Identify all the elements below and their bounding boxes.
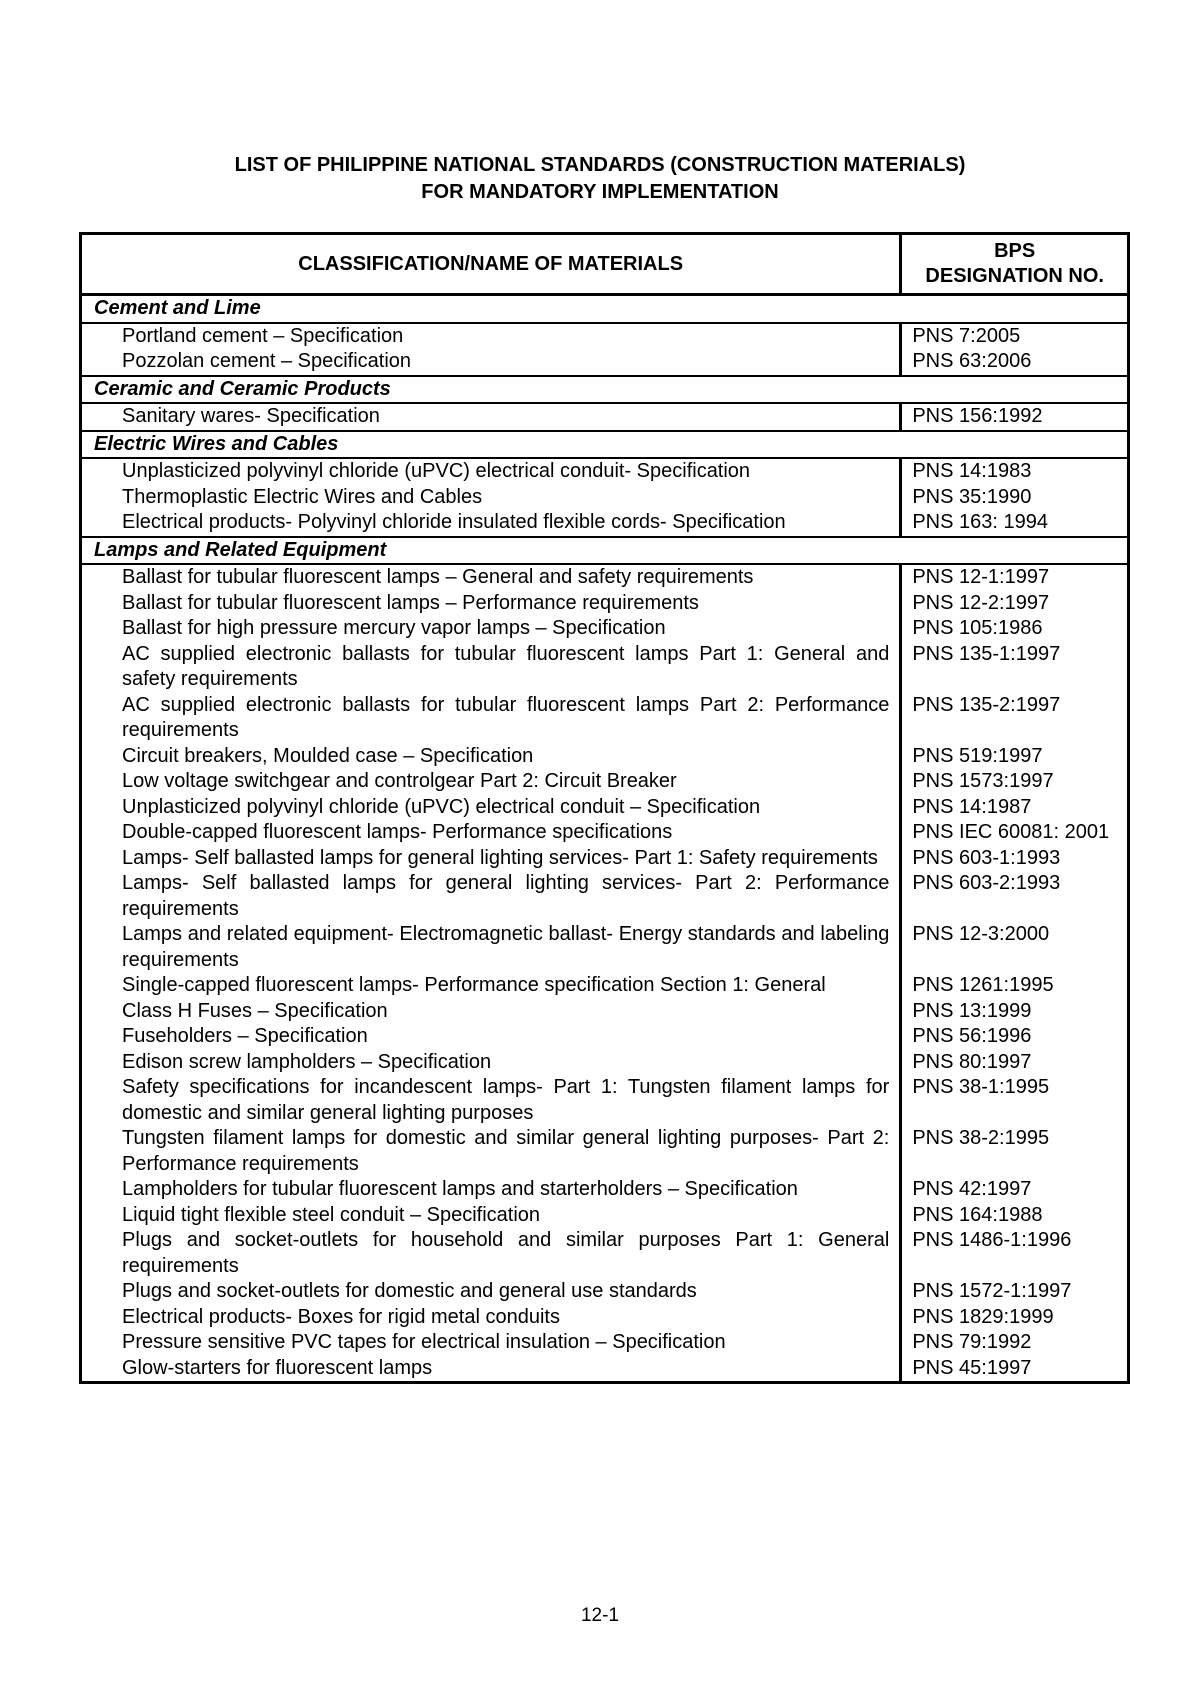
category-row (81, 295, 1129, 323)
designation-number: PNS 38-1:1995 (912, 1076, 1050, 1098)
category-heading: Lamps and Related Equipment (81, 537, 1129, 565)
table-row (81, 1330, 1129, 1356)
category-heading: Cement and Lime (81, 295, 1129, 323)
table-row (81, 769, 1129, 795)
header-designation-line-2: DESIGNATION NO. (925, 265, 1104, 287)
category-heading: Ceramic and Ceramic Products (81, 376, 1129, 404)
page-number: 12-1 (580, 1605, 620, 1626)
designation-number: PNS 135-1:1997 (912, 642, 1061, 665)
standards-table (79, 232, 1130, 1384)
designation-number: PNS 56:1996 (912, 1025, 1032, 1047)
material-name: AC supplied electronic ballasts for tubular fluorescent lamps Part 1: General and safety requirements (81, 642, 901, 693)
title-line-2: FOR MANDATORY IMPLEMENTATION (421, 181, 779, 203)
header-designation-line-1: BPS (994, 240, 1036, 262)
document-title (0, 152, 1200, 206)
category-row (81, 537, 1129, 565)
table-row (81, 999, 1129, 1025)
designation-number: PNS 14:1983 (912, 460, 1032, 482)
table-row (81, 820, 1129, 846)
designation-number: PNS 14:1987 (912, 795, 1032, 818)
table-row (81, 458, 1129, 485)
header-classification: CLASSIFICATION/NAME OF MATERIALS (81, 234, 901, 295)
designation-number: PNS IEC 60081: 2001 (912, 821, 1110, 843)
designation-number: PNS 164:1988 (912, 1203, 1043, 1226)
designation-number: PNS 1572-1:1997 (912, 1280, 1072, 1302)
designation-number: PNS 13:1999 (912, 999, 1032, 1022)
table-row (81, 323, 1129, 350)
table-row (81, 693, 1129, 744)
designation-number: PNS 12-2:1997 (912, 591, 1050, 614)
material-name: Ballast for tubular fluorescent lamps – General and safety requirements (81, 564, 901, 591)
designation-number: PNS 1486-1:1996 (912, 1229, 1072, 1251)
category-row (81, 431, 1129, 459)
table-row (81, 795, 1129, 821)
material-name: Unplasticized polyvinyl chloride (uPVC) electrical conduit – Specification (81, 795, 901, 821)
designation-number: PNS 7:2005 (912, 324, 1021, 347)
designation-number: PNS 1573:1997 (912, 770, 1054, 792)
material-name: Sanitary wares- Specification (81, 403, 901, 431)
table-row (81, 1050, 1129, 1076)
material-name: Tungsten filament lamps for domestic and similar general lighting purposes- Part 2: Performance requirements (81, 1126, 901, 1177)
material-name: Liquid tight flexible steel conduit – Specification (81, 1203, 901, 1229)
table-row (81, 1126, 1129, 1177)
material-name: Portland cement – Specification (81, 323, 901, 350)
designation-number: PNS 42:1997 (912, 1178, 1032, 1200)
table-row (81, 973, 1129, 999)
designation-number: PNS 156:1992 (901, 403, 1129, 431)
table-row (81, 1177, 1129, 1203)
designation-number: PNS 519:1997 (912, 744, 1043, 767)
designation-number: PNS 105:1986 (912, 617, 1043, 639)
designation-number: PNS 35:1990 (912, 485, 1032, 508)
table-row (81, 1075, 1129, 1126)
table-row (81, 1024, 1129, 1050)
designation-number: PNS 12-3:2000 (912, 923, 1050, 945)
designation-number: PNS 45:1997 (901, 1356, 1129, 1383)
designation-number: PNS 135-2:1997 (912, 693, 1061, 716)
material-name: Edison screw lampholders – Specification (81, 1050, 901, 1076)
designation-number: PNS 1829:1999 (912, 1305, 1054, 1328)
designation-number: PNS 63:2006 (901, 349, 1129, 376)
material-name: Lampholders for tubular fluorescent lamps and starterholders – Specification (81, 1177, 901, 1203)
material-name: Lamps- Self ballasted lamps for general lighting services- Part 2: Performance requirements (81, 871, 901, 922)
table-body (81, 295, 1129, 1383)
designation-number: PNS 163: 1994 (901, 510, 1129, 537)
material-name: Ballast for tubular fluorescent lamps – Performance requirements (81, 591, 901, 617)
table-row (81, 1203, 1129, 1229)
material-name: Double-capped fluorescent lamps- Performance specifications (81, 820, 901, 846)
table-row (81, 616, 1129, 642)
material-name: Lamps- Self ballasted lamps for general lighting services- Part 1: Safety requirements (81, 846, 901, 872)
table-row (81, 564, 1129, 591)
table-row (81, 591, 1129, 617)
material-name: Circuit breakers, Moulded case – Specification (81, 744, 901, 770)
material-name: Lamps and related equipment- Electromagnetic ballast- Energy standards and labeling requirements (81, 922, 901, 973)
material-name: Low voltage switchgear and controlgear Part 2: Circuit Breaker (81, 769, 901, 795)
category-heading: Electric Wires and Cables (81, 431, 1129, 459)
header-designation (901, 234, 1129, 295)
category-row (81, 376, 1129, 404)
material-name: Fuseholders – Specification (81, 1024, 901, 1050)
designation-number: PNS 1261:1995 (912, 974, 1054, 996)
title-line-1: LIST OF PHILIPPINE NATIONAL STANDARDS (CONSTRUCTION MATERIALS) (234, 154, 966, 176)
material-name: Pressure sensitive PVC tapes for electrical insulation – Specification (81, 1330, 901, 1356)
table-row (81, 1228, 1129, 1279)
table-row (81, 642, 1129, 693)
table-row (81, 510, 1129, 537)
material-name: Plugs and socket-outlets for domestic and general use standards (81, 1279, 901, 1305)
table-row (81, 1356, 1129, 1383)
material-name: Unplasticized polyvinyl chloride (uPVC) electrical conduit- Specification (81, 458, 901, 485)
designation-number: PNS 79:1992 (912, 1331, 1032, 1353)
designation-number: PNS 38-2:1995 (912, 1127, 1050, 1149)
material-name: Ballast for high pressure mercury vapor lamps – Specification (81, 616, 901, 642)
material-name: Pozzolan cement – Specification (81, 349, 901, 376)
table-row (81, 846, 1129, 872)
material-name: Plugs and socket-outlets for household and similar purposes Part 1: General requirements (81, 1228, 901, 1279)
material-name: Glow-starters for fluorescent lamps (81, 1356, 901, 1383)
material-name: Electrical products- Boxes for rigid metal conduits (81, 1305, 901, 1331)
table-row (81, 1279, 1129, 1305)
designation-number: PNS 603-2:1993 (912, 872, 1061, 894)
table-header-row (81, 234, 1129, 295)
material-name: Electrical products- Polyvinyl chloride insulated flexible cords- Specification (81, 510, 901, 537)
table-row (81, 403, 1129, 431)
table-row (81, 744, 1129, 770)
table-row (81, 1305, 1129, 1331)
designation-number: PNS 12-1:1997 (912, 566, 1050, 588)
material-name: Thermoplastic Electric Wires and Cables (81, 485, 901, 511)
material-name: Single-capped fluorescent lamps- Performance specification Section 1: General (81, 973, 901, 999)
material-name: Class H Fuses – Specification (81, 999, 901, 1025)
table-row (81, 349, 1129, 376)
designation-number: PNS 603-1:1993 (912, 846, 1061, 869)
material-name: AC supplied electronic ballasts for tubular fluorescent lamps Part 2: Performance requirements (81, 693, 901, 744)
designation-number: PNS 80:1997 (912, 1050, 1032, 1073)
material-name: Safety specifications for incandescent lamps- Part 1: Tungsten filament lamps for domestic and similar general lighting purposes (81, 1075, 901, 1126)
table-row (81, 871, 1129, 922)
table-row (81, 485, 1129, 511)
table-row (81, 922, 1129, 973)
